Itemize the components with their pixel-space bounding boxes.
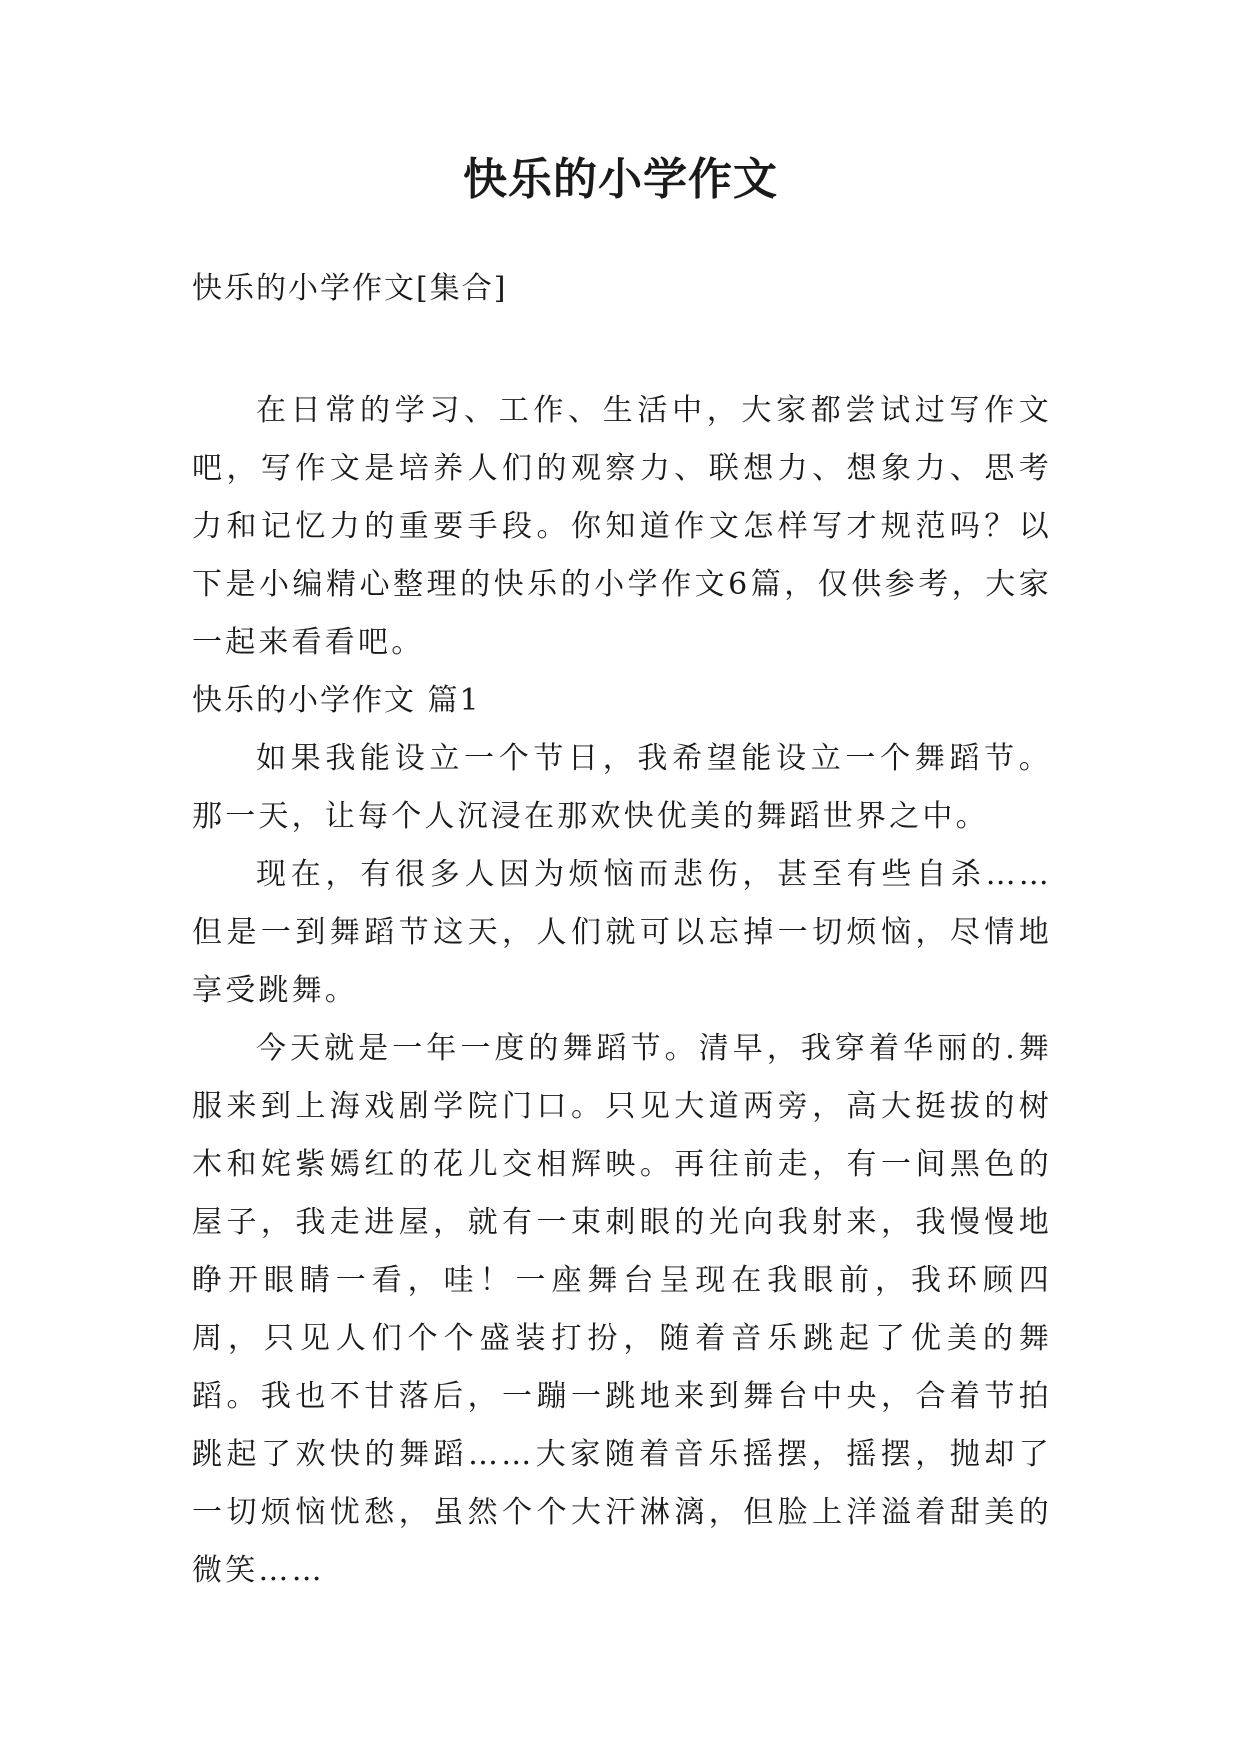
body-paragraph: 现在，有很多人因为烦恼而悲伤，甚至有些自杀……但是一到舞蹈节这天，人们就可以忘掉一切烦恼，尽情地享受跳舞。 (192, 857, 1052, 1008)
document-subtitle: 快乐的小学作文[集合] (192, 271, 508, 306)
document-title: 快乐的小学作文 (463, 154, 778, 205)
body-paragraph: 今天就是一年一度的舞蹈节。清早，我穿着华丽的.舞服来到上海戏剧学院门口。只见大道两旁，高大挺拔的树木和姹紫嫣红的花儿交相辉映。再往前走，有一间黑色的屋子，我走进屋，就有一束刺眼的光向我射来，我慢慢地睁开眼睛一看，哇！一座舞台呈现在我眼前，我环顾四周，只见人们个个盛装打扮，随着音乐跳起了优美的舞蹈。我也不甘落后，一蹦一跳地来到舞台中央，合着节拍跳起了欢快的舞蹈……大家随着音乐摇摆，摇摆，抛却了一切烦恼忧愁，虽然个个大汗淋漓，但脸上洋溢着甜美的微笑…… (192, 1031, 1052, 1588)
section-heading: 快乐的小学作文 篇1 (192, 683, 481, 718)
document-body (192, 260, 1052, 1600)
intro-paragraph: 在日常的学习、工作、生活中，大家都尝试过写作文吧，写作文是培养人们的观察力、联想力、想象力、思考力和记忆力的重要手段。你知道作文怎样写才规范吗？以下是小编精心整理的快乐的小学作文6篇，仅供参考，大家一起来看看吧。 (192, 393, 1052, 660)
body-paragraph: 如果我能设立一个节日，我希望能设立一个舞蹈节。那一天，让每个人沉浸在那欢快优美的舞蹈世界之中。 (192, 741, 1052, 834)
